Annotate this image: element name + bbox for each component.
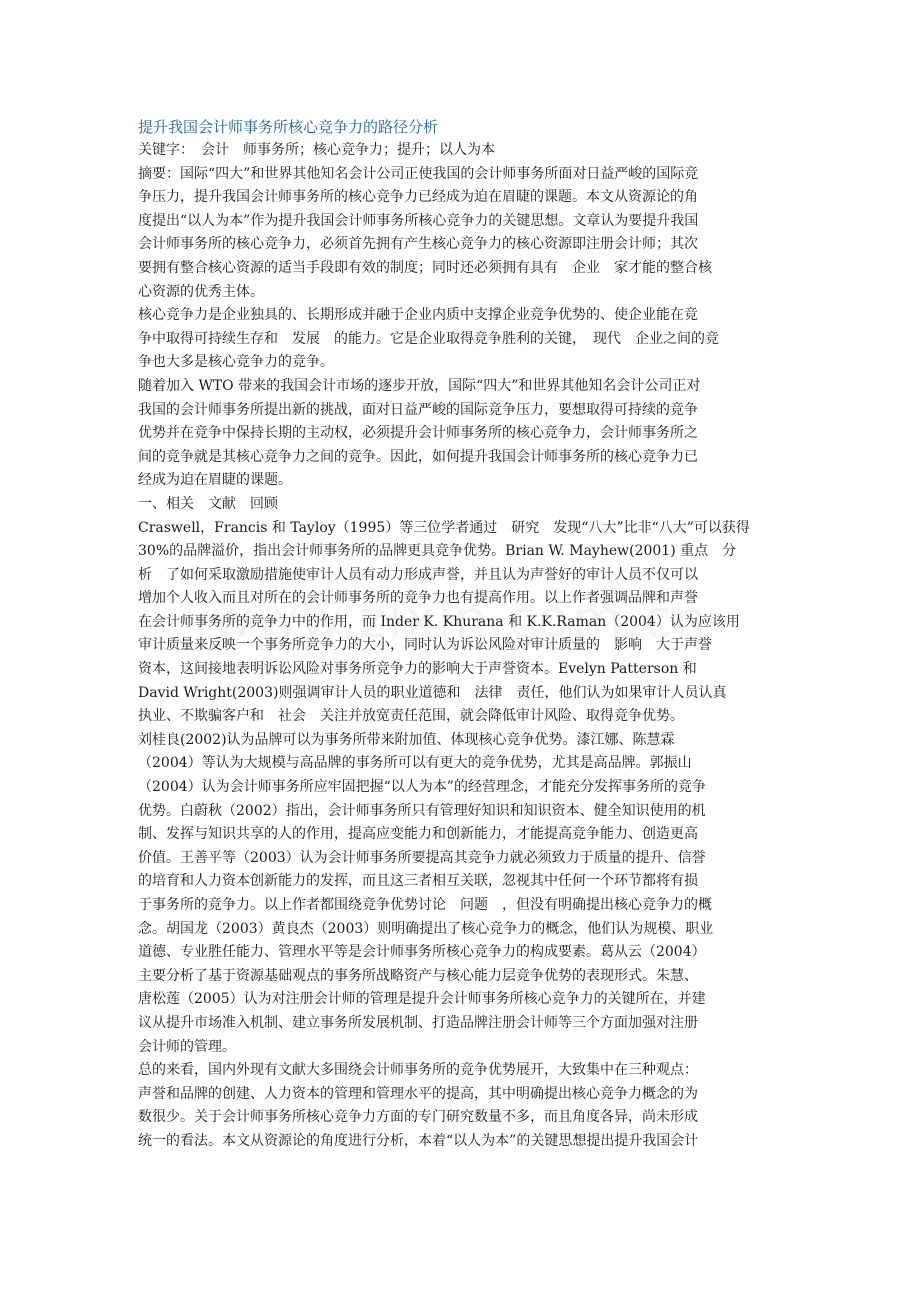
text-line: 在会计师事务所的竞争力中的作用，而 Inder K. Khurana 和 K.K.Raman（2004）认为应该用 bbox=[138, 613, 740, 630]
text-line: David Wright(2003)则强调审计人员的职业道德和 法律 责任，他们认为如果审计人员认真 bbox=[138, 684, 727, 701]
document-body bbox=[138, 139, 790, 1154]
text-line: 议从提升市场准入机制、建立事务所发展机制、打造品牌注册会计师等三个方面加强对注册 bbox=[138, 1014, 698, 1031]
text-line: 资本，这间接地表明诉讼风险对事务所竞争力的影响大于声誉资本。Evelyn Patterson 和 bbox=[138, 661, 697, 678]
text-line: 争也大多是核心竞争力的竞争。 bbox=[138, 354, 334, 371]
text-line: 制、发挥与知识共享的人的作用，提高应变能力和创新能力，才能提高竞争能力、创造更高 bbox=[138, 826, 698, 843]
text-line: 一、相关 文献 回顾 bbox=[138, 495, 278, 512]
text-line: 争压力，提升我国会计师事务所的核心竞争力已经成为迫在眉睫的课题。本文从资源论的角 bbox=[138, 189, 698, 206]
text-line: 唐松莲（2005）认为对注册会计师的管理是提升会计师事务所核心竞争力的关键所在，并建 bbox=[138, 991, 706, 1008]
text-line: 析 了如何采取激励措施使审计人员有动力形成声誉，并且认为声誉好的审计人员不仅可以 bbox=[138, 566, 698, 583]
text-line: 优势并在竞争中保持长期的主动权，必须提升会计师事务所的核心竞争力，会计师事务所之 bbox=[138, 425, 698, 442]
text-line: 主要分析了基于资源基础观点的事务所战略资产与核心能力层竞争优势的表现形式。朱慧、 bbox=[138, 967, 698, 984]
text-line: 增加个人收入而且对所在的会计师事务所的竞争力也有提高作用。以上作者强调品牌和声誉 bbox=[138, 590, 698, 607]
text-line: 于事务所的竞争力。以上作者都围绕竞争优势讨论 问题 ，但没有明确提出核心竞争力的概 bbox=[138, 897, 712, 913]
document-title: 提升我国会计师事务所核心竞争力的路径分析 bbox=[138, 118, 439, 136]
text-line: 随着加入 WTO 带来的我国会计市场的逐步开放，国际“四大”和世界其他知名会计公司正对 bbox=[138, 377, 701, 394]
text-line: 核心竞争力是企业独具的、长期形成并融于企业内质中支撑企业竞争优势的、使企业能在竞 bbox=[138, 307, 698, 324]
text-line: 数很少。关于会计师事务所核心竞争力方面的专门研究数量不多，而且角度各异，尚未形成 bbox=[138, 1109, 698, 1126]
text-line: Craswell，Francis 和 Tayloy（1995）等三位学者通过 研究 发现“八大”比非“八大”可以获得 bbox=[138, 519, 750, 536]
text-line: 总的来看，国内外现有文献大多围绕会计师事务所的竞争优势展开，大致集中在三种观点： bbox=[138, 1062, 698, 1079]
text-line: 30%的品牌溢价，指出会计师事务所的品牌更具竞争优势。Brian W. Mayhew(2001) 重点 分 bbox=[138, 543, 737, 560]
text-line: 道德、专业胜任能力、管理水平等是会计师事务所核心竞争力的构成要素。葛从云（2004） bbox=[138, 944, 706, 961]
text-line: 刘桂良(2002)认为品牌可以为事务所带来附加值、体现核心竞争优势。漆江娜、陈慧霖 bbox=[138, 731, 675, 748]
text-line: 我国的会计师事务所提出新的挑战，面对日益严峻的国际竞争压力，要想取得可持续的竞争 bbox=[138, 401, 698, 418]
text-line: 间的竞争就是其核心竞争力之间的竞争。因此，如何提升我国会计师事务所的核心竞争力已 bbox=[138, 448, 698, 465]
text-line: 的培育和人力资本创新能力的发挥，而且这三者相互关联，忽视其中任何一个环节都将有损 bbox=[138, 873, 698, 890]
text-line: 经成为迫在眉睫的课题。 bbox=[138, 472, 292, 489]
text-line: 审计质量来反映一个事务所竞争力的大小，同时认为诉讼风险对审计质量的 影响 大于声誉 bbox=[138, 637, 712, 654]
text-line: 念。胡国龙（2003）黄良杰（2003）则明确提出了核心竞争力的概念，他们认为规模、职业 bbox=[138, 920, 714, 937]
text-line: 价值。王善平等（2003）认为会计师事务所要提高其竞争力就必须致力于质量的提升、信誉 bbox=[138, 849, 706, 866]
text-line: 心资源的优秀主体。 bbox=[138, 283, 264, 300]
text-line: （2004）等认为大规模与高品牌的事务所可以有更大的竞争优势，尤其是高品牌。郭振山 bbox=[138, 755, 692, 772]
text-line: 摘要：国际“四大”和世界其他知名会计公司正使我国的会计师事务所面对日益严峻的国际竞 bbox=[138, 165, 699, 182]
text-line: 优势。白蔚秋（2002）指出，会计师事务所只有管理好知识和知识资本、健全知识使用的机 bbox=[138, 802, 706, 819]
text-line: 声誉和品牌的创建、人力资本的管理和管理水平的提高，其中明确提出核心竞争力概念的为 bbox=[138, 1085, 698, 1102]
text-line: 会计师事务所的核心竞争力，必须首先拥有产生核心竞争力的核心资源即注册会计师；其次 bbox=[138, 236, 698, 253]
text-line: 会计师的管理。 bbox=[138, 1038, 236, 1055]
text-line: 争中取得可持续生存和 发展 的能力。它是企业取得竞争胜利的关键， 现代 企业之间的竞 bbox=[138, 330, 719, 347]
document-page bbox=[138, 115, 790, 1154]
text-line: 执业、不欺骗客户和 社会 关注并放宽责任范围，就会降低审计风险、取得竞争优势。 bbox=[138, 708, 684, 725]
text-line: （2004）认为会计师事务所应牢固把握“以人为本”的经营理念，才能充分发挥事务所的竞争 bbox=[138, 779, 706, 796]
text-line: 度提出“以人为本”作为提升我国会计师事务所核心竞争力的关键思想。文章认为要提升我国 bbox=[138, 212, 699, 229]
text-line: 关键字： 会计 师事务所；核心竞争力；提升；以人为本 bbox=[138, 142, 495, 158]
text-line: 要拥有整合核心资源的适当手段即有效的制度；同时还必须拥有具有 企业 家才能的整合核 bbox=[138, 259, 712, 276]
text-line: 统一的看法。本文从资源论的角度进行分析，本着“以人为本”的关键思想提出提升我国会计 bbox=[138, 1132, 699, 1149]
